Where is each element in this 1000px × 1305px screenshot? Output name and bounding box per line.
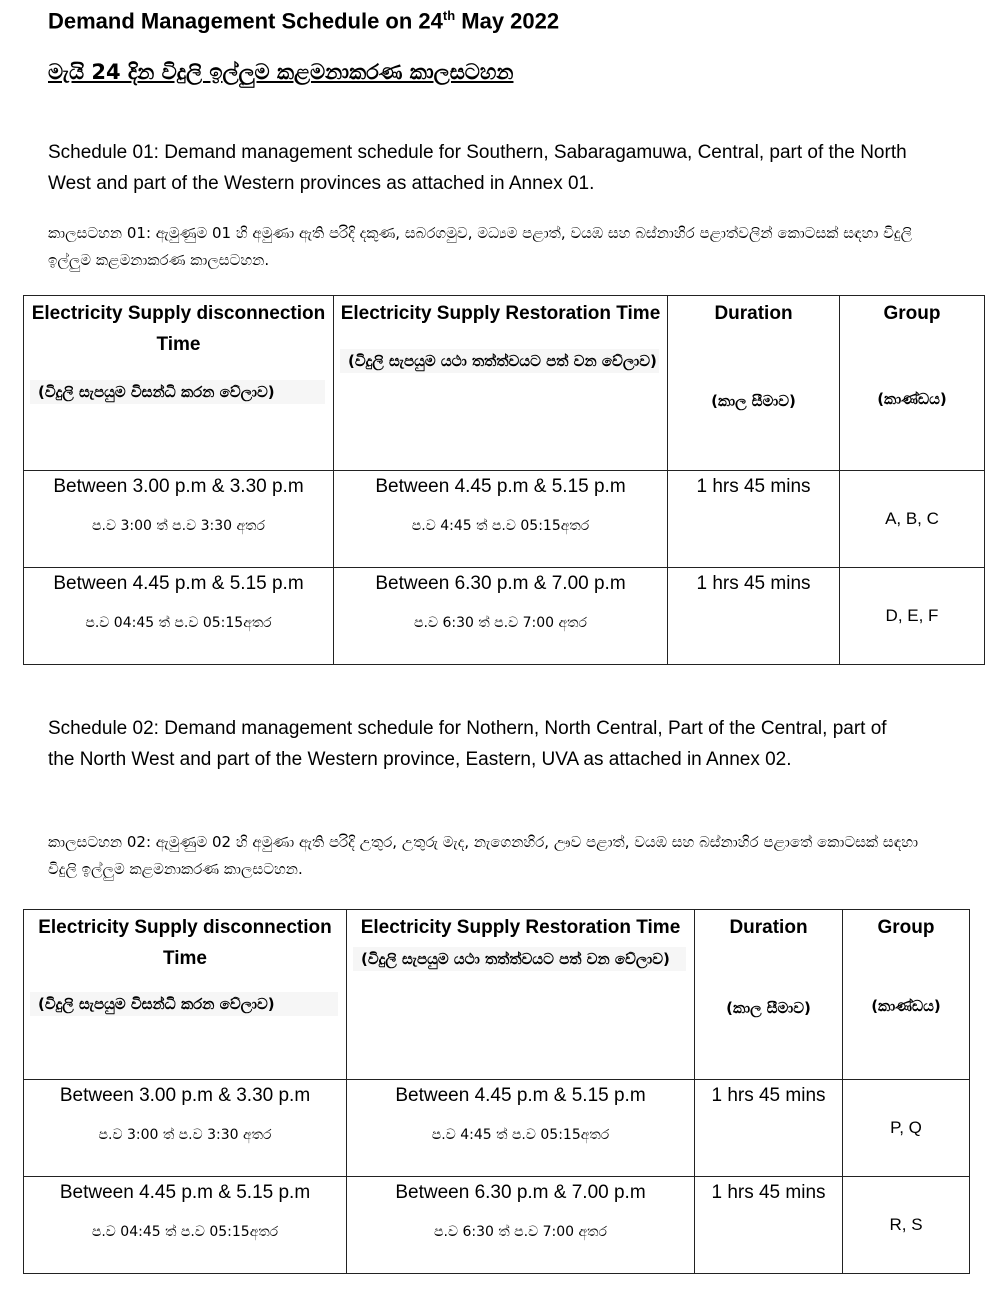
cell-duration: 1 hrs 45 mins: [668, 568, 840, 665]
cell-restoration-time: Between 4.45 p.m & 5.15 p.m ප.ව 4:45 ත් ප.ව 05:15අතර: [347, 1080, 695, 1177]
table-header-row: [24, 910, 970, 1080]
schedule1-intro-english: Schedule 01: Demand management schedule for Southern, Sabaragamuwa, Central, part of the North West and part of the Western provinces as attached in Annex 01.: [48, 142, 907, 194]
header-restoration-time: Electricity Supply Restoration Time (විදුලි සැපයුම යථා තත්ත්වයට පත් වන වේලාව): [347, 910, 695, 1080]
cell-disconnect-time: Between 3.00 p.m & 3.30 p.m ප.ව 3:00 ත් ප.ව 3:30 අතර: [24, 1080, 347, 1177]
cell-restoration-time: Between 6.30 p.m & 7.00 p.m ප.ව 6:30 ත් ප.ව 7:00 අතර: [347, 1177, 695, 1274]
header-duration: Duration (කාල සීමාව): [668, 296, 840, 471]
cell-duration: 1 hrs 45 mins: [695, 1080, 843, 1177]
header-group: Group (කාණ්ඩය): [840, 296, 985, 471]
cell-disconnect-time: Between 4.45 p.m & 5.15 p.m ප.ව 04:45 ත් ප.ව 05:15අතර: [24, 568, 334, 665]
cell-group: A, B, C: [840, 471, 985, 568]
header-duration: Duration (කාල සීමාව): [695, 910, 843, 1080]
table-row: [24, 471, 985, 568]
cell-disconnect-time: Between 4.45 p.m & 5.15 p.m ප.ව 04:45 ත් ප.ව 05:15අතර: [24, 1177, 347, 1274]
table-row: [24, 1177, 970, 1274]
header-restoration-time: Electricity Supply Restoration Time (විදුලි සැපයුම යථා තත්ත්වයට පත් වන වේලාව): [334, 296, 668, 471]
cell-duration: 1 hrs 45 mins: [668, 471, 840, 568]
cell-group: P, Q: [843, 1080, 970, 1177]
cell-group: D, E, F: [840, 568, 985, 665]
page-title: Demand Management Schedule on 24th May 2022: [48, 8, 560, 34]
schedule2-table: [23, 909, 970, 1274]
header-group: Group (කාණ්ඩය): [843, 910, 970, 1080]
table-row: [24, 1080, 970, 1177]
header-disconnect-time: Electricity Supply disconnection Time (විදුලි සැපයුම විසන්ධි කරන වේලාව): [24, 296, 334, 471]
schedule2-intro-english: Schedule 02: Demand management schedule for Nothern, North Central, Part of the Central, part of the North West and part of the Western province, Eastern, UVA as attached in Annex 02.: [48, 718, 887, 770]
cell-restoration-time: Between 4.45 p.m & 5.15 p.m ප.ව 4:45 ත් ප.ව 05:15අතර: [334, 471, 668, 568]
table-header-row: [24, 296, 985, 471]
cell-restoration-time: Between 6.30 p.m & 7.00 p.m ප.ව 6:30 ත් ප.ව 7:00 අතර: [334, 568, 668, 665]
table-row: [24, 568, 985, 665]
schedule1-table: [23, 295, 985, 665]
schedule2-intro-sinhala: කාලසටහන 02: ඇමුණුම 02 හි අමුණා ඇති පරිදි උතුර, උතුරු මැද, නැගෙනහිර, ඌව පළාත්, වයඹ සහ බස්නාහිර පළාතේ කොටසක් සඳහා විදුලි ඉල්ලුම කළමනාකරණ කාලසටහන.: [48, 833, 919, 878]
schedule1-intro-sinhala: කාලසටහන 01: ඇමුණුම 01 හි අමුණා ඇති පරිදි දකුණ, සබරගමුව, මධ්‍යම පළාත්, වයඹ සහ බස්නාහිර පළාත්වලින් කොටසක් සඳහා විදුලි ඉල්ලුම කළමනාකරණ කාලසටහන.: [48, 224, 913, 269]
cell-duration: 1 hrs 45 mins: [695, 1177, 843, 1274]
header-disconnect-time: Electricity Supply disconnection Time (විදුලි සැපයුම විසන්ධි කරන වේලාව): [24, 910, 347, 1080]
cell-disconnect-time: Between 3.00 p.m & 3.30 p.m ප.ව 3:00 ත් ප.ව 3:30 අතර: [24, 471, 334, 568]
page-subtitle-sinhala: මැයි 24 දින විදුලි ඉල්ලුම කළමනාකරණ කාලසටහන: [48, 60, 514, 84]
cell-group: R, S: [843, 1177, 970, 1274]
